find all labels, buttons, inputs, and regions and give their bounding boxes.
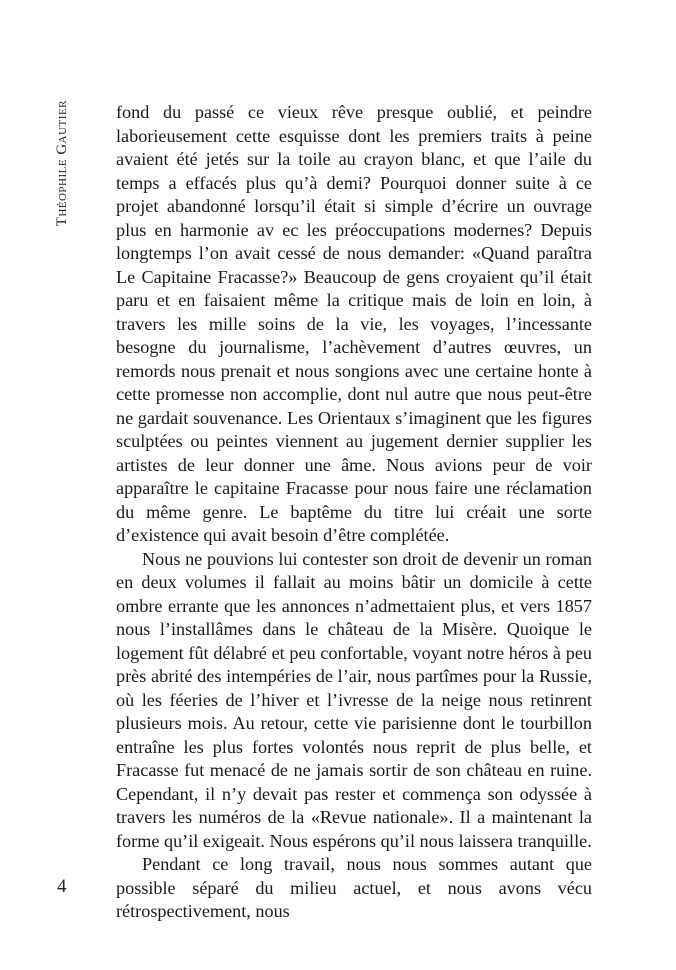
paragraph-continued: fond du passé ce vieux rêve presque oublié, et peindre laborieusement cette esquisse dont les premiers traits à peine avaient été jetés sur la toile au crayon blanc, et que l’aile du temps a effacés plus qu’à demi? Pourquoi donner suite à ce projet abandonné lorsqu’il était si simple d’écrire un ouvrage plus en harmonie av ec les préoccupations modernes? Depuis longtemps l’on avait cessé de nous demander: «Quand paraîtra Le Capitaine Fracasse?» Beaucoup de gens croyaient qu’il était paru et en faisaient même la critique mais de loin en loin, à travers les mille soins de la vie, les voyages, l’incessante besogne du journalisme, l’achèvement d’autres œuvres, un remords nous prenait et nous songions avec une certaine honte à cette promesse non accomplie, dont nul autre que nous peut-être ne gardait souvenance. Les Orientaux s’imaginent que les figures sculptées ou peintes viennent au jugement dernier supplier les artistes de leur donner une âme. Nous avions peur de voir apparaître le capitaine Fracasse pour nous faire une réclamation du même genre. Le baptême du titre lui créait une sorte d’existence qui avait besoin d’être complétée. [116, 102, 592, 545]
paragraph: Nous ne pouvions lui contester son droit de devenir un roman en deux volumes il fallait au moins bâtir un domicile à cette ombre errante que les annonces n’admettaient plus, et vers 1857 nous l’installâmes dans le château de la Misère. Quoique le logement fût délabré et peu confortable, voyant notre héros à peu près abrité des intempéries de l’air, nous partîmes pour la Russie, où les féeries de l’hiver et l’ivresse de la neige nous retinrent plusieurs mois. Au retour, cette vie parisienne dont le tourbillon entraîne les plus fortes volontés nous reprit de plus belle, et Fracasse fut menacé de ne jamais sortir de son château en ruine. Cependant, il n’y devait pas rester et commença son odyssée à travers les numéros de la «Revue nationale». Il a maintenant la forme qu’il exigeait. Nous espérons qu’il nous laissera tranquille. [116, 548, 592, 851]
page-number: 4 [57, 876, 67, 897]
body-text [116, 101, 592, 924]
running-head [52, 100, 72, 270]
paragraph: Pendant ce long travail, nous nous sommes autant que possible séparé du milieu actuel, et nous avons vécu rétrospectivement, nous [116, 854, 592, 921]
running-head-author: Théophile Gautier [53, 100, 70, 227]
